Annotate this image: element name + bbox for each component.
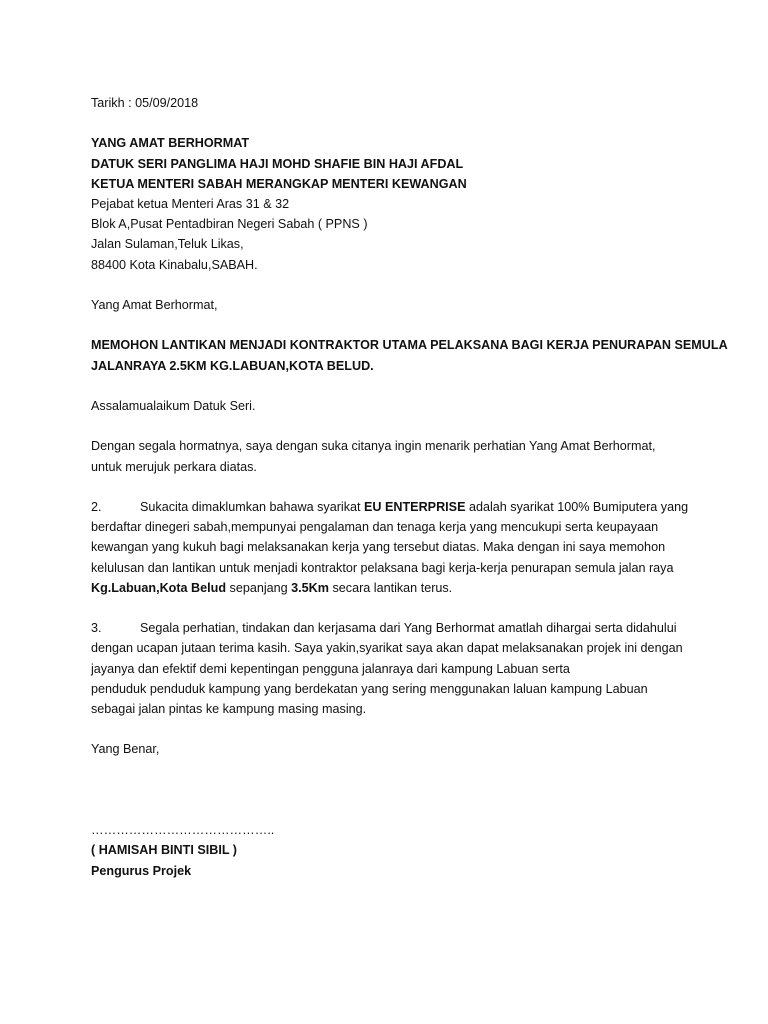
opening-salam: Assalamualaikum Datuk Seri. [91,398,256,413]
intro-line: untuk merujuk perkara diatas. [91,459,257,474]
recipient-address-line: Jalan Sulaman,Teluk Likas, [91,237,244,252]
signatory-name: ( HAMISAH BINTI SIBIL ) [91,843,237,858]
paragraph-text: adalah syarikat 100% Bumiputera yang [465,499,689,514]
closing: Yang Benar, [91,742,160,757]
date-line: Tarikh : 05/09/2018 [91,96,199,110]
subject-line: MEMOHON LANTIKAN MENJADI KONTRAKTOR UTAMA PELAKSANA BAGI KERJA PENURAPAN SEMULA [91,338,728,353]
intro-line: Dengan segala hormatnya, saya dengan suka citanya ingin menarik perhatian Yang Amat Berhormat, [91,439,656,454]
recipient-address-line: Blok A,Pusat Pentadbiran Negeri Sabah ( PPNS ) [91,217,368,232]
paragraph-text: Segala perhatian, tindakan dan kerjasama dari Yang Berhormat amatlah dihargai serta didahului [140,621,677,636]
recipient-salutation-header: YANG AMAT BERHORMAT [91,136,250,151]
paragraph-number: 2. [91,499,102,514]
paragraph-number: 3. [91,621,102,636]
paragraph-2-line [91,497,691,517]
letter-body [91,93,728,881]
paragraph-3-line: jayanya dan efektif demi kepentingan pengguna jalanraya dari kampung Labuan serta [91,661,570,676]
recipient-name: DATUK SERI PANGLIMA HAJI MOHD SHAFIE BIN HAJI AFDAL [91,156,464,171]
paragraph-text: secara lantikan terus. [328,580,453,595]
signatory-title: Pengurus Projek [91,863,192,878]
company-name: EU ENTERPRISE [364,499,466,514]
paragraph-text: sepanjang [226,580,292,595]
road-length: 3.5Km [291,580,329,595]
signature-line: …………………………………….. [91,823,275,838]
subject-line: JALANRAYA 2.5KM KG.LABUAN,KOTA BELUD. [91,358,374,373]
paragraph-2-line: kewangan yang kukuh bagi melaksanakan kerja yang tersebut diatas. Maka dengan ini saya memohon [91,540,666,555]
recipient-position: KETUA MENTERI SABAH MERANGKAP MENTERI KEWANGAN [91,176,467,191]
paragraph-2-line: kelulusan dan lantikan untuk menjadi kontraktor pelaksana bagi kerja-kerja penurapan semula jalan raya [91,560,674,575]
paragraph-3-line: dengan ucapan jutaan terima kasih. Saya yakin,syarikat saya akan dapat melaksanakan projek ini dengan [91,641,683,656]
paragraph-3-line: penduduk penduduk kampung yang berdekatan yang sering menggunakan laluan kampung Labuan [91,681,648,696]
recipient-address-line: 88400 Kota Kinabalu,SABAH. [91,257,258,272]
paragraph-2-line: berdaftar dinegeri sabah,mempunyai pengalaman dan tenaga kerja yang mencukupi serta keupayaan [91,520,659,535]
location-name: Kg.Labuan,Kota Belud [91,580,227,595]
paragraph-3-line [91,618,691,638]
greeting: Yang Amat Berhormat, [91,298,218,312]
paragraph-2-line [91,578,691,598]
paragraph-3-line: sebagai jalan pintas ke kampung masing masing. [91,701,367,716]
recipient-address-line: Pejabat ketua Menteri Aras 31 & 32 [91,197,290,211]
paragraph-text: Sukacita dimaklumkan bahawa syarikat [140,499,364,514]
